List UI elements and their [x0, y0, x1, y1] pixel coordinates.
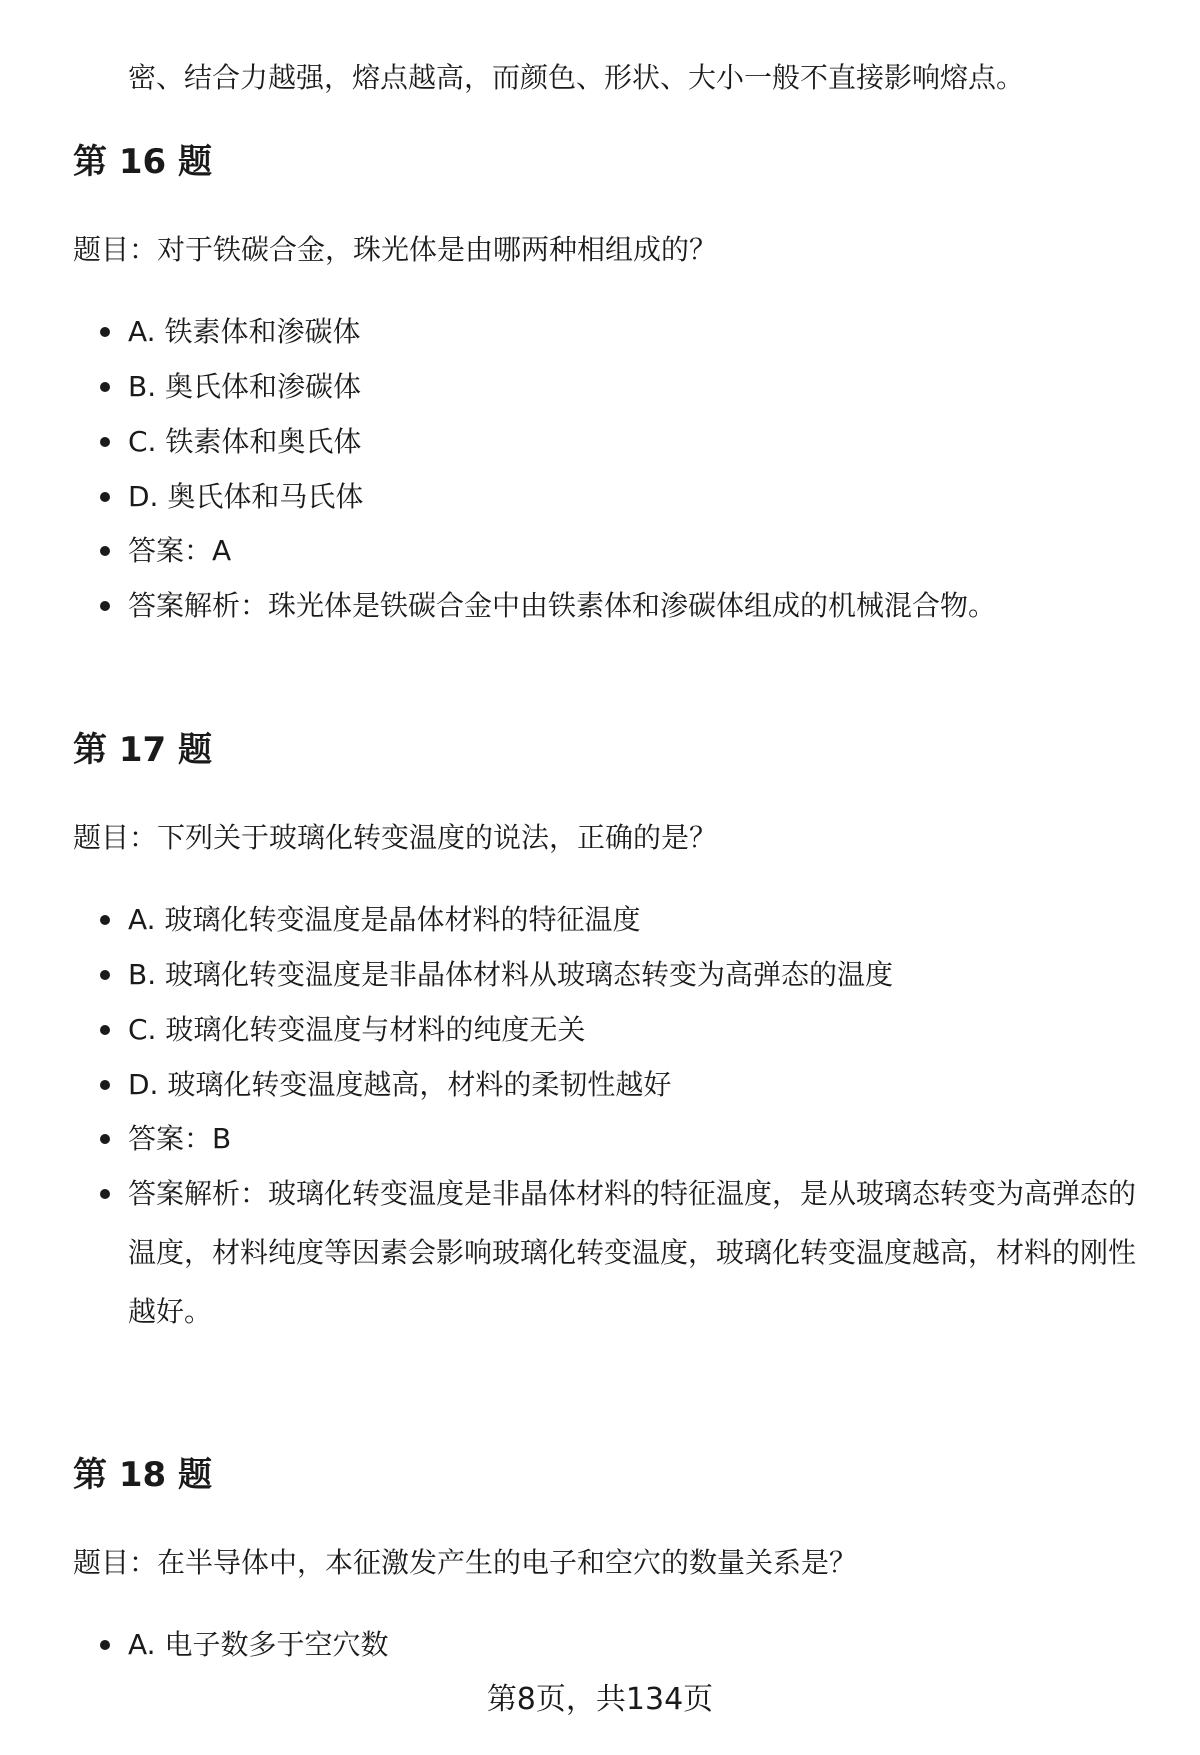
- option-c: C. 玻璃化转变温度与材料的纯度无关: [128, 1000, 1138, 1059]
- answer: 答案：B: [128, 1109, 1138, 1168]
- continuation-text: 密、结合力越强，熔点越高，而颜色、形状、大小一般不直接影响熔点。: [128, 61, 1025, 94]
- bullet-icon: [100, 492, 110, 502]
- bullet-icon: [100, 1025, 110, 1035]
- option-a: A. 电子数多于空穴数: [128, 1615, 1138, 1674]
- question-17-text: 题目：下列关于玻璃化转变温度的说法，正确的是？: [73, 821, 718, 854]
- option-c: C. 铁素体和奥氏体: [128, 412, 1138, 471]
- bullet-icon: [100, 382, 110, 392]
- answer-explanation: 答案解析：珠光体是铁碳合金中由铁素体和渗碳体组成的机械混合物。: [128, 576, 1138, 635]
- option-b: B. 奥氏体和渗碳体: [128, 357, 1138, 416]
- option-d: D. 玻璃化转变温度越高，材料的柔韧性越好: [128, 1055, 1138, 1114]
- question-16-text: 题目：对于铁碳合金，珠光体是由哪两种相组成的？: [73, 233, 718, 266]
- bullet-icon: [100, 1134, 110, 1144]
- option-b: B. 玻璃化转变温度是非晶体材料从玻璃态转变为高弹态的温度: [128, 945, 1138, 1004]
- option-a: A. 铁素体和渗碳体: [128, 302, 1138, 361]
- bullet-icon: [100, 970, 110, 980]
- bullet-icon: [100, 327, 110, 337]
- page-number: 第8页，共134页: [486, 1682, 714, 1717]
- bullet-icon: [100, 601, 110, 611]
- bullet-icon: [100, 915, 110, 925]
- bullet-icon: [100, 437, 110, 447]
- question-17-heading: 第 17 题: [73, 730, 212, 770]
- question-16-heading: 第 16 题: [73, 142, 212, 182]
- answer-explanation: 答案解析：玻璃化转变温度是非晶体材料的特征温度，是从玻璃态转变为高弹态的温度，材料纯度等因素会影响玻璃化转变温度，玻璃化转变温度越高，材料的刚性越好。: [128, 1164, 1138, 1341]
- bullet-icon: [100, 1640, 110, 1650]
- question-18-text: 题目：在半导体中，本征激发产生的电子和空穴的数量关系是？: [73, 1546, 858, 1579]
- question-18-heading: 第 18 题: [73, 1455, 212, 1495]
- option-a: A. 玻璃化转变温度是晶体材料的特征温度: [128, 890, 1138, 949]
- option-d: D. 奥氏体和马氏体: [128, 467, 1138, 526]
- answer: 答案：A: [128, 521, 1138, 580]
- bullet-icon: [100, 546, 110, 556]
- bullet-icon: [100, 1189, 110, 1199]
- bullet-icon: [100, 1080, 110, 1090]
